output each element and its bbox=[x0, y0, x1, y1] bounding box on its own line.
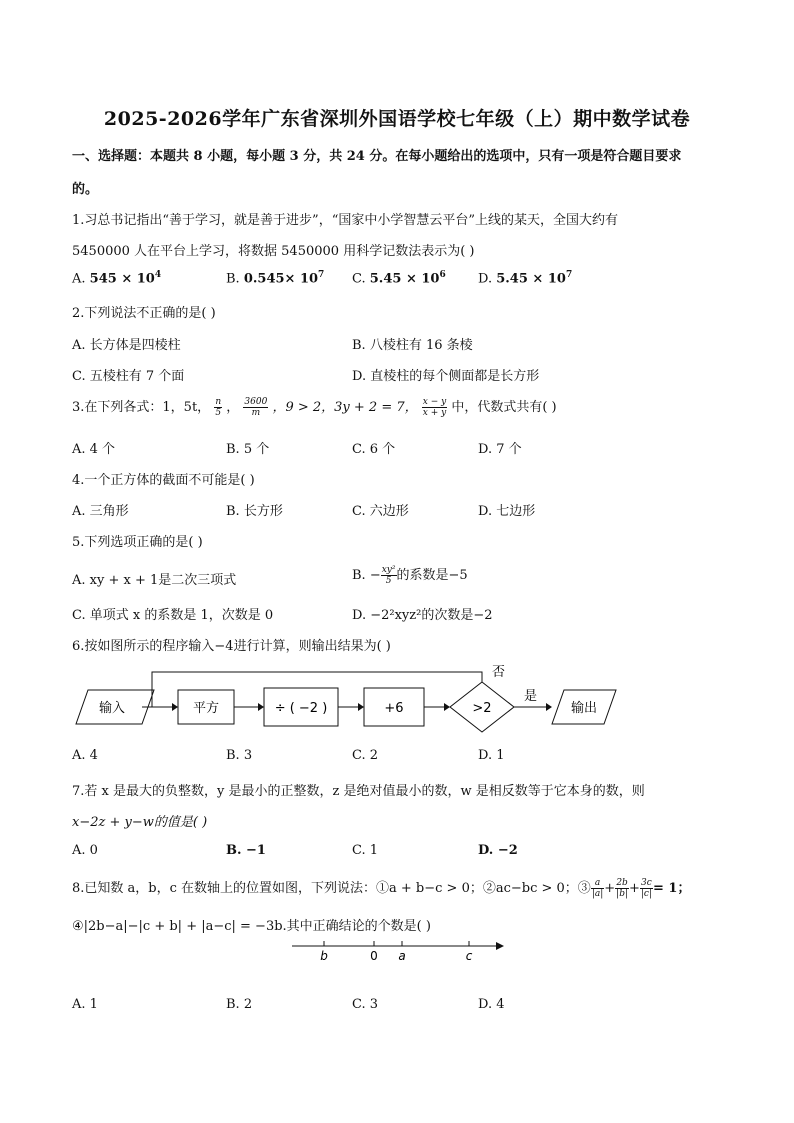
q6-option-d[interactable]: D. 1 bbox=[478, 748, 505, 763]
q4-stem: 4.一个正方体的截面不可能是( ) bbox=[72, 473, 255, 488]
q3-option-b[interactable]: B. 5 个 bbox=[226, 442, 270, 457]
q2-stem: 2.下列说法不正确的是( ) bbox=[72, 306, 216, 321]
q7-stem-line1: 7.若 x 是最大的负整数，y 是最小的正整数，z 是绝对值最小的数，w 是相反数等于它本身的数，则 bbox=[72, 784, 645, 799]
q8-number-line bbox=[288, 936, 508, 966]
q7-stem-line2: x−2z + y−w的值是( ) bbox=[72, 815, 208, 830]
fraction-2b-over-abs-b: $\frac{2b}{|b|}$ bbox=[616, 878, 628, 899]
section-header-line2: 的。 bbox=[72, 182, 99, 197]
q4-option-c[interactable]: C. 六边形 bbox=[352, 504, 409, 519]
axis-label-b: b bbox=[320, 949, 328, 963]
flow-input-label: 输入 bbox=[98, 701, 126, 716]
q1-option-a[interactable]: A. $545 \times 10^4$ bbox=[72, 270, 162, 287]
q5-option-b[interactable]: B. − $\frac{\text{xy²}}{5}$ 的系数是−5 bbox=[352, 565, 468, 586]
q2-option-c[interactable]: C. 五棱柱有 7 个面 bbox=[72, 369, 185, 384]
flow-yes-label: 是 bbox=[524, 689, 538, 704]
flow-step-add-label: +6 bbox=[384, 701, 404, 716]
flow-step-square-label: 平方 bbox=[192, 701, 220, 716]
q6-flowchart bbox=[70, 660, 630, 736]
fraction-n-over-5: $\frac{n}{5}$ bbox=[215, 397, 222, 418]
axis-label-c: c bbox=[465, 949, 473, 963]
q8-option-c[interactable]: C. 3 bbox=[352, 997, 379, 1012]
fraction-3c-over-abs-c: $\frac{3c}{|c|}$ bbox=[640, 878, 652, 899]
q2-option-a[interactable]: A. 长方体是四棱柱 bbox=[72, 338, 181, 353]
q6-option-c[interactable]: C. 2 bbox=[352, 748, 379, 763]
q5-option-c[interactable]: C. 单项式 x 的系数是 1，次数是 0 bbox=[72, 608, 274, 623]
q3-option-d[interactable]: D. 7 个 bbox=[478, 442, 522, 457]
q1-option-b[interactable]: B. $0.545\times 10^7$ bbox=[226, 270, 325, 287]
page-title: 2025-2026学年广东省深圳外国语学校七年级（上）期中数学试卷 bbox=[103, 108, 691, 130]
q5-option-d[interactable]: D. −2²xyz²的次数是−2 bbox=[352, 608, 493, 623]
q7-option-a[interactable]: A. 0 bbox=[72, 843, 98, 858]
q6-option-a[interactable]: A. 4 bbox=[72, 748, 98, 763]
flow-output-label: 输出 bbox=[570, 701, 598, 716]
q3-option-c[interactable]: C. 6 个 bbox=[352, 442, 396, 457]
fraction-x-minus-y-over-x-plus-y: $\frac{x - y}{x + y}$ bbox=[422, 397, 447, 418]
q6-option-b[interactable]: B. 3 bbox=[226, 748, 253, 763]
axis-label-a: a bbox=[398, 949, 406, 963]
fraction-a-over-abs-a: $\frac{a}{|a|}$ bbox=[591, 878, 604, 899]
q7-option-d[interactable]: D. −2 bbox=[478, 843, 518, 858]
q1-stem-line2: 5450000 人在平台上学习，将数据 5450000 用科学记数法表示为( ) bbox=[72, 244, 475, 259]
fraction-xy2-over-5: $\frac{\text{xy²}}{5}$ bbox=[381, 565, 396, 586]
q7-option-b[interactable]: B. −1 bbox=[226, 843, 266, 858]
section-header-line1: 一、选择题：本题共 8 小题，每小题 3 分，共 24 分。在每小题给出的选项中，只有一项是符合题目要求 bbox=[72, 149, 682, 164]
q3-option-a[interactable]: A. 4 个 bbox=[72, 442, 116, 457]
flow-no-label: 否 bbox=[492, 665, 506, 680]
q8-option-b[interactable]: B. 2 bbox=[226, 997, 253, 1012]
q6-stem: 6.按如图所示的程序输入−4进行计算，则输出结果为( ) bbox=[72, 639, 391, 654]
q1-stem-line1: 1.习总书记指出“善于学习，就是善于进步”，“国家中小学智慧云平台”上线的某天，全国大约有 bbox=[72, 213, 618, 228]
q3-stem: 3.在下列各式：1，5t， $\frac{n}{5}$ ， $\frac{3600}{m}$ ，9 > 2，3y + 2 = 7， $\frac{x - y}{x + y}$ 中，代数式共有( ) bbox=[72, 397, 557, 418]
q8-option-a[interactable]: A. 1 bbox=[72, 997, 98, 1012]
flow-decision-label: >2 bbox=[472, 701, 492, 716]
q4-option-b[interactable]: B. 长方形 bbox=[226, 504, 283, 519]
q2-option-d[interactable]: D. 直棱柱的每个侧面都是长方形 bbox=[352, 369, 540, 384]
axis-label-zero: 0 bbox=[370, 949, 378, 963]
q7-option-c[interactable]: C. 1 bbox=[352, 843, 379, 858]
q1-option-d[interactable]: D. $5.45 \times 10^7$ bbox=[478, 270, 573, 287]
q1-option-c[interactable]: C. $5.45 \times 10^6$ bbox=[352, 270, 446, 287]
q2-option-b[interactable]: B. 八棱柱有 16 条棱 bbox=[352, 338, 473, 353]
fraction-3600-over-m: $\frac{3600}{m}$ bbox=[244, 397, 268, 418]
q5-option-a[interactable]: A. xy + x + 1是二次三项式 bbox=[72, 573, 237, 588]
q5-stem: 5.下列选项正确的是( ) bbox=[72, 535, 203, 550]
q8-option-d[interactable]: D. 4 bbox=[478, 997, 505, 1012]
q4-option-a[interactable]: A. 三角形 bbox=[72, 504, 129, 519]
q8-stem-line1: 8.已知数 a，b，c 在数轴上的位置如图，下列说法：①a + b−c > 0；②ac−bc > 0；③ $\frac{a}{|a|}$ + $\frac{2b}{|b|}$ + $\frac{3c}{|c|}$ = 1； bbox=[72, 878, 691, 899]
flow-step-divide-label: ÷ ( −2 ) bbox=[274, 701, 328, 716]
q8-stem-line2: ④|2b−a|−|c + b| + |a−c| = −3b.其中正确结论的个数是( ) bbox=[72, 919, 431, 934]
q4-option-d[interactable]: D. 七边形 bbox=[478, 504, 536, 519]
